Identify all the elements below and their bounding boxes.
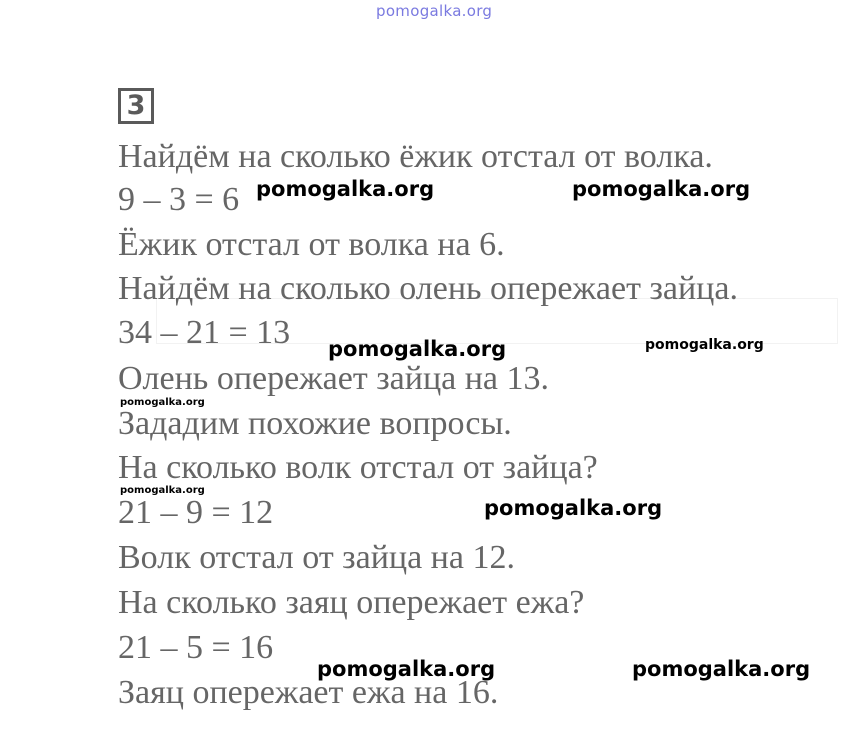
task-number-box: 3: [118, 88, 154, 124]
solution-line-10: Волк отстал от зайца на 12.: [118, 539, 515, 576]
top-watermark: pomogalka.org: [376, 2, 493, 20]
solution-line-5: 34 – 21 = 13: [118, 314, 291, 351]
watermark-5: pomogalka.org: [120, 397, 205, 408]
solution-line-1: Найдём на сколько ёжик отстал от волка.: [118, 138, 713, 175]
solution-line-11: На сколько заяц опережает ежа?: [118, 584, 585, 621]
solution-line-7: Зададим похожие вопросы.: [118, 405, 512, 442]
watermark-6: pomogalka.org: [120, 485, 205, 496]
solution-line-4: Найдём на сколько олень опережает зайца.: [118, 270, 738, 307]
watermark-7: pomogalka.org: [484, 496, 663, 520]
watermark-8: pomogalka.org: [317, 657, 496, 681]
solution-line-3: Ёжик отстал от волка на 6.: [118, 226, 505, 263]
solution-line-9: 21 – 9 = 12: [118, 494, 274, 531]
solution-line-6: Олень опережает зайца на 13.: [118, 360, 550, 397]
watermark-4: pomogalka.org: [645, 337, 764, 353]
solution-line-8: На сколько волк отстал от зайца?: [118, 449, 598, 486]
watermark-2: pomogalka.org: [572, 177, 751, 201]
solution-line-13: Заяц опережает ежа на 16.: [118, 674, 499, 711]
watermark-9: pomogalka.org: [632, 657, 811, 681]
watermark-1: pomogalka.org: [256, 177, 435, 201]
watermark-3: pomogalka.org: [328, 337, 507, 361]
solution-line-2: 9 – 3 = 6: [118, 181, 240, 218]
solution-line-12: 21 – 5 = 16: [118, 629, 274, 666]
